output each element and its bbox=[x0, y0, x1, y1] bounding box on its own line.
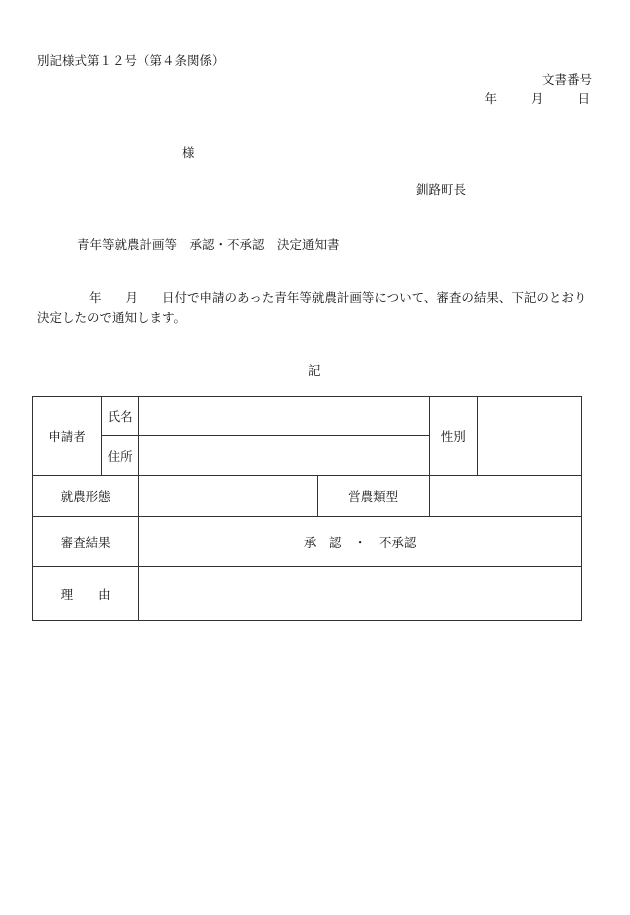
gender-label: 性別 bbox=[429, 397, 477, 476]
body-month: 月 bbox=[125, 290, 139, 305]
farming-form-field[interactable] bbox=[139, 476, 317, 517]
farming-form-label: 就農形態 bbox=[33, 476, 139, 517]
document-number-label: 文書番号 bbox=[541, 72, 592, 87]
body-year: 年 bbox=[89, 290, 102, 305]
addressee-honorific: 様 bbox=[182, 145, 195, 160]
date-year: 年 bbox=[484, 91, 498, 106]
name-field[interactable] bbox=[139, 397, 430, 436]
address-field[interactable] bbox=[139, 436, 430, 476]
gender-field[interactable] bbox=[477, 397, 581, 476]
review-options[interactable]: 承 認 ・ 不承認 bbox=[139, 517, 582, 567]
body-sentence: 日付で申請のあった青年等就農計画等について、審査の結果、下記のとおり決定したので通知します。 bbox=[37, 290, 587, 325]
date-line bbox=[485, 89, 590, 107]
document-title: 青年等就農計画等 承認・不承認 決定通知書 bbox=[77, 237, 340, 252]
date-month: 月 bbox=[531, 91, 544, 106]
sender-name: 釧路町長 bbox=[416, 182, 467, 197]
review-result-label: 審査結果 bbox=[33, 517, 139, 567]
date-day: 日 bbox=[577, 91, 590, 106]
address-label: 住所 bbox=[102, 436, 139, 476]
body-text bbox=[37, 288, 597, 328]
applicant-label: 申請者 bbox=[33, 397, 102, 476]
reason-label: 理 由 bbox=[33, 567, 139, 621]
result-table bbox=[32, 396, 582, 621]
form-number: 別記様式第１２号（第４条関係） bbox=[37, 53, 225, 68]
name-label: 氏名 bbox=[102, 397, 139, 436]
farming-type-label: 営農類型 bbox=[317, 476, 429, 517]
farming-type-field[interactable] bbox=[429, 476, 581, 517]
record-heading: 記 bbox=[308, 363, 321, 378]
reason-field[interactable] bbox=[139, 567, 582, 621]
